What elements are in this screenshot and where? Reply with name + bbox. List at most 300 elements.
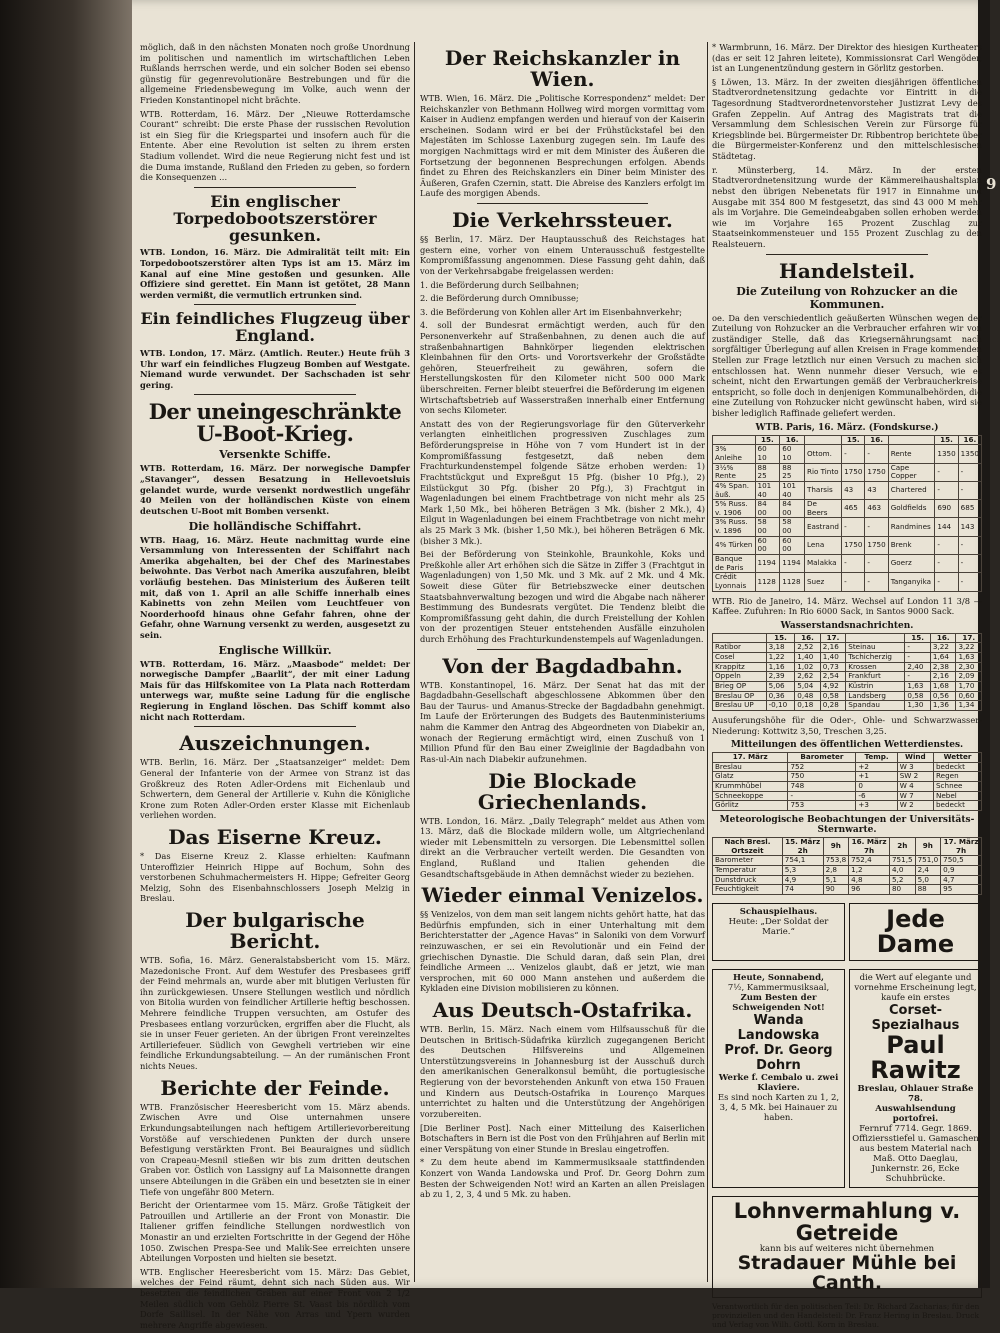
table-cell: 96 — [849, 885, 890, 895]
table-cell: 0,58 — [820, 691, 846, 701]
table-cell: Schnee — [934, 782, 982, 792]
table-cell: SW 2 — [897, 772, 933, 782]
table-cell: W 2 — [897, 801, 933, 811]
table-cell: 1,68 — [930, 681, 956, 691]
table-cell: 1194 — [780, 555, 805, 573]
table-cell: - — [865, 555, 888, 573]
article-paragraph: * Zu dem heute abend im Kammermusiksaale stattfindenden Konzert von Wanda Landowska und Prof. Dr. Georg Dohrn zum Besten der Schweigenden Not! wird an Karten an allen Preislagen ab zu 1, 2, 3, 4 und 5 Mk. zu haben. — [420, 1157, 705, 1200]
article-paragraph: Bei der Beförderung von Steinkohle, Braunkohle, Koks und Preßkohle aller Art erhöhen sich die Sätze in Ziffer 3 (Frachtgut in Wagenladungen) von 1,50 Mk. und 3 Mk. auf 2 Mk. und 4 Mk. Soweit diese Güter für Betriebszwecke einer deutschen Staatsbahnverwaltung bezogen und wird die Abgabe nach näherer Bestimmung des Bundesrats vergütet. Die Tendenz bleibt die Kompromißfassung geht dahin, die durch Freistellung der Kohlen von der prozentigen Steuer entstehenden Ausfälle einzuholen durch Erhöhung des Frachturkundenstempels auf Wagenladungen. — [420, 549, 705, 645]
table-row — [713, 536, 982, 554]
table-cell: 751,5 — [889, 856, 915, 866]
headline-handelsteil: Handelsteil. — [778, 258, 916, 283]
table-cell: 60 10 — [780, 445, 805, 463]
table-row — [713, 573, 982, 591]
table-row — [713, 481, 982, 499]
table-cell: 748 — [788, 782, 856, 792]
table-cell: 690 — [935, 500, 958, 518]
divider — [477, 649, 648, 650]
table-cell: Landsberg — [846, 691, 905, 701]
table-cell: Spandau — [846, 701, 905, 711]
table-cell: 2,54 — [820, 672, 846, 682]
table-cell: Schneekoppe — [713, 791, 788, 801]
table-cell: 58 00 — [780, 518, 805, 536]
table-cell: Cosel — [713, 653, 767, 663]
article-paragraph: WTB. Französischer Heeresbericht vom 15. März abends. Zwischen Avre und Oise unternahmen unsere Erkundungsabteilungen nach heftigem Artillerievorbereitung Vorstöße auf verschiedenen Punkten der durch unsere Befestigung verstärkten Front. Bei Beauraignes und südlich von Crapeau-Mesnil stießen wir bis zum dritten deutschen Graben vor. Östlich von Lassigny auf La Maisonnette drangen unsere Abteilungen in die Gräben ein und besetzten sie in einer Tiefe von ungefähr 800 Metern. — [140, 1101, 410, 1197]
table-cell: 80 — [889, 885, 915, 895]
ad-text: Werke f. Cembalo u. zwei Klaviere. — [718, 1073, 839, 1094]
list-item: 1. die Beförderung durch Seilbahnen; — [420, 279, 580, 290]
table-cell: -0,10 — [766, 701, 795, 711]
table-cell: Tharsis — [804, 481, 841, 499]
ad-text: Heute: „Der Soldat der Marie.“ — [728, 916, 829, 937]
table-cell: 2,4 — [915, 865, 941, 875]
table-cell: Temperatur — [713, 865, 783, 875]
table-cell: Lena — [804, 536, 841, 554]
table-cell: De Beers — [804, 500, 841, 518]
table-cell: 143 — [958, 518, 981, 536]
divider — [194, 394, 356, 395]
table-cell: 5% Russ. v. 1906 — [713, 500, 756, 518]
ad-text: Zum Besten der Schweigenden Not! — [732, 993, 825, 1014]
table-cell: - — [935, 463, 958, 481]
divider — [194, 726, 356, 727]
table-row — [713, 865, 982, 875]
adjacent-page-fragment: 9 — [986, 175, 997, 193]
table-cell: 1,70 — [956, 681, 982, 691]
table-cell: 4% Span. äuß. — [713, 481, 756, 499]
ad-text: Auswahlsendung portofrei. — [875, 1103, 956, 1124]
ad-address: Breslau, Ohlauer Straße 78. — [857, 1083, 974, 1104]
table-cell: 0,9 — [941, 865, 982, 875]
table-header-cell: 15. — [905, 633, 931, 643]
table-cell: 101 40 — [755, 481, 780, 499]
table-cell: - — [958, 481, 981, 499]
water-title: Wasserstandsnachrichten. — [780, 620, 914, 631]
table-cell: Ottom. — [804, 445, 841, 463]
table-cell: Tschicherzig — [846, 653, 905, 663]
article-paragraph: WTB. Konstantinopel, 16. März. Der Senat hat das mit der Bagdadbahn-Gesellschaft abgeschlossene Abkommen über den Bau der Taurus- und Amanus-Strecke der Bagdadbahn genehmigt. Im Laufe der Erörterungen des Budgets des Bautenministeriums nahm die Kammer den Antrag des Abgeordneten von Diabekir an, wonach der Regierung ermächtigt wird, einen Zuschuß von 1 Million Pfund für den Bau einer Zweiglinie der Bagdadbahn von Ras-ul-Ain nach Diabekir aufzunehmen. — [420, 679, 705, 764]
table-header-cell: 16. — [958, 435, 981, 445]
article-paragraph: WTB. Rotterdam, 16. März. „Maasbode“ meldet: Der norwegische Dampfer „Baarlit“, der mit einer Ladung Mais für das Hilfskomitee von La Plata nach Rotterdam unterwegs war, mußte seine Ladung für die englische Regierung in England löschen. Das Schiff kommt also nicht nach Rotterdam. — [140, 658, 410, 722]
ad-text: kann bis auf weiteres nicht übernehmen — [759, 1243, 935, 1254]
weather-table — [712, 752, 982, 811]
ad-text: Corset-Spezialhaus — [871, 1003, 960, 1034]
article-paragraph: WTB. Rotterdam, 16. März. Der norwegische Dampfer „Stavanger“, dessen Besatzung in Hellevoetsluis gelandet wurde, wurde versenkt nordwestlich ungefähr 40 Meilen von der holländischen Küste von einem deutschen U-Boot mit Bomben versenkt. — [140, 463, 410, 516]
ad-row — [712, 965, 982, 1191]
headline-bulgarischer-bericht: Der bulgarische Bericht. — [185, 907, 365, 953]
table-cell: 1,34 — [956, 701, 982, 711]
table-cell: Görlitz — [713, 801, 788, 811]
ad-phone: Fernruf 7714. Gegr. 1869. — [859, 1123, 972, 1134]
table-cell: 88 25 — [780, 463, 805, 481]
table-row — [713, 681, 982, 691]
table-cell: 1,30 — [905, 701, 931, 711]
column-rule — [707, 42, 708, 1282]
headline-ostafrika: Aus Deutsch-Ostafrika. — [432, 998, 693, 1023]
table-header-cell: 17. März 7h — [941, 837, 982, 855]
table-cell: Breslau OP — [713, 691, 767, 701]
article-paragraph: 4. soll der Bundesrat ermächtigt werden, auch für den Personenverkehr auf Straßenbahnen, zu denen auch die auf straßenbahnartigen Bahnkörper liegenden elektrischen Kleinbahnen für den Orts- und Vorortsverkehr der Großstädte gehören, Steuerfreiheit zu gewähren, sofern die Herstellungskosten für den Kilometer nicht 500 000 Mark überschreiten. Ferner bleibt steuerfrei die Beförderung im eigenen Wirtschaftsbetrieb auf Wasserstraßen innerhalb einer Entfernung von sechs Kilometer. — [420, 320, 705, 416]
table-header-cell: 9h — [915, 837, 941, 855]
table-cell: 2,40 — [905, 662, 931, 672]
article-paragraph: WTB. Rotterdam, 16. März. Der „Nieuwe Rotterdamsche Courant“ schreibt: Die erste Phase der russischen Revolution ist ein Sieg für die Kriegspartei und insofern auch für die Entente. Aber eine Revolution ist selten zu ihrem ersten Stadium vollendet. Wird die neue Regierung nicht fest und ist die Duma imstande, Rußland den Frieden zu geben, so fordern die Konsequenzen ... — [140, 108, 410, 183]
table-cell: 1,2 — [849, 865, 890, 875]
table-cell: 60 00 — [780, 536, 805, 554]
table-header-cell: Barometer — [788, 753, 856, 763]
table-cell: 1750 — [865, 463, 888, 481]
table-cell: 1350 — [935, 445, 958, 463]
table-cell: - — [905, 643, 931, 653]
ad-text: 7½, Kammermusiksaal, — [727, 983, 830, 994]
table-cell: 751,0 — [915, 856, 941, 866]
table-cell: Krossen — [846, 662, 905, 672]
table-row — [713, 782, 982, 792]
divider — [194, 304, 356, 305]
table-cell: 2,39 — [766, 672, 795, 682]
table-cell: Malakka — [804, 555, 841, 573]
ad-title: Lohnvermahlung v. Getreide — [733, 1198, 961, 1245]
table-cell: 58 00 — [755, 518, 780, 536]
table-header-cell: Temp. — [856, 753, 897, 763]
article-paragraph: WTB. Haag, 16. März. Heute nachmittag wurde eine Versammlung von Interessenten der Schiffahrt nach Amerika abgehalten, bei der Chef des Marinestabes beiwohnte. Das Verbot nach Amerika auszufahren, bleibt vorläufig bestehen. Das Ministerium des Äußeren teilt mit, daß von 1. April an alle Schiffe innerhalb eines Kabinetts von zehn Meilen vom Leuchtfeuer von Noorderhoofd hinaus ohne Gefahr fahren, ohne der Gefahr, ohne Warnung versenkt zu werden, ausgesetzt zu sein. — [140, 534, 410, 641]
table-cell: Oppeln — [713, 672, 767, 682]
table-cell: 5,0 — [915, 875, 941, 885]
table-cell: 2,09 — [956, 672, 982, 682]
water-footnote: Ausuferungshöhe für die Oder-, Ohle- und Schwarzwasser-Niederung: Kottwitz 3,50, Treschen 3,25. — [712, 714, 982, 736]
table-cell: Rente — [888, 445, 935, 463]
table-cell: 2,16 — [930, 672, 956, 682]
table-cell: 5,04 — [795, 681, 821, 691]
table-cell: - — [935, 555, 958, 573]
table-cell: 5,2 — [889, 875, 915, 885]
subheading: Englische Willkür. — [218, 643, 332, 657]
table-cell: 84 00 — [755, 500, 780, 518]
water-table — [712, 633, 982, 711]
table-cell: 0,58 — [905, 691, 931, 701]
table-cell: Brieg OP — [713, 681, 767, 691]
table-cell: 463 — [865, 500, 888, 518]
table-cell: 1750 — [842, 463, 865, 481]
table-row — [713, 463, 982, 481]
weather-title: Mitteilungen des öffentlichen Wetterdienstes. — [730, 740, 964, 751]
table-cell: 1350 — [958, 445, 981, 463]
article-paragraph: WTB. London, 16. März. „Daily Telegraph“ meldet aus Athen vom 13. März, daß die Blockade mildern wolle, um Altgriechenland wieder mit Lebensmitteln zu versorgen. Die Lebensmittel sollen direkt an die Verbraucher verteilt werden. Die Gesandten von England, Rußland und Italien gehenden die Gesandtschaftsgebäude in Athen demnächst wieder zu beziehen. — [420, 815, 705, 879]
headline-flugzeug: Ein feindliches Flugzeug über England. — [140, 309, 410, 346]
table-cell: 0,18 — [795, 701, 821, 711]
table-header-cell: 16. — [865, 435, 888, 445]
table-cell: Feuchtigkeit — [713, 885, 783, 895]
table-row — [713, 856, 982, 866]
table-cell: - — [842, 573, 865, 591]
table-cell: 1,63 — [905, 681, 931, 691]
table-header-cell: 9h — [823, 837, 849, 855]
table-cell: 144 — [935, 518, 958, 536]
article-paragraph: §§ Berlin, 17. März. Der Hauptausschuß des Reichstages hat gestern eine, vorher von einem Unterausschuß festgestellte Kompromißfassung angenommen. Diese Fassung geht dahin, daß von der Verkehrsabgabe freigelassen werden: — [420, 234, 705, 276]
table-header-cell: Wetter — [934, 753, 982, 763]
table-cell: 1,16 — [766, 662, 795, 672]
table-cell: Nebel — [934, 791, 982, 801]
table-cell: 0,28 — [820, 701, 846, 711]
column-1 — [140, 42, 410, 1333]
table-cell: Steinau — [846, 643, 905, 653]
ad-company: Paul Rawitz — [870, 1031, 961, 1085]
table-cell: 4,9 — [782, 875, 823, 885]
ad-text: die Wert auf elegante und vornehme Erscheinung legt, kaufe ein erstes — [854, 973, 977, 1004]
table-cell: 4,7 — [941, 875, 982, 885]
table-cell: 5,3 — [782, 865, 823, 875]
article-paragraph: * Warmbrunn, 16. März. Der Direktor des hiesigen Kurtheaters (das er seit 12 Jahren leitete), Kommissionsrat Carl Wengöder, ist an Lungenentzündung gestern in Görlitz gestorben. — [712, 42, 982, 74]
table-cell: 3½% Rente — [713, 463, 756, 481]
table-cell: 1750 — [842, 536, 865, 554]
table-cell: - — [865, 573, 888, 591]
table-cell: Regen — [934, 772, 982, 782]
ad-performer: Prof. Dr. Georg Dohrn — [724, 1043, 833, 1074]
table-cell: Dunstdruck — [713, 875, 783, 885]
table-cell: 2,52 — [795, 643, 821, 653]
ad-stradauer-muehle — [712, 1196, 982, 1298]
ad-text: Heute, Sonnabend, — [733, 973, 824, 984]
bourse-table — [712, 435, 982, 592]
table-cell: - — [958, 463, 981, 481]
headline-verkehrssteuer: Die Verkehrssteuer. — [452, 208, 673, 233]
table-cell: 0,56 — [930, 691, 956, 701]
table-cell: - — [842, 555, 865, 573]
table-cell: Ratibor — [713, 643, 767, 653]
table-header-cell — [888, 435, 935, 445]
table-cell: 752 — [788, 762, 856, 772]
table-cell: Breslau UP — [713, 701, 767, 711]
table-cell: - — [788, 791, 856, 801]
table-header-cell: 15. — [842, 435, 865, 445]
table-header-cell: 16. — [795, 633, 821, 643]
column-rule — [414, 42, 415, 1282]
column-3 — [712, 42, 982, 1329]
table-cell: - — [865, 518, 888, 536]
table-cell: - — [958, 536, 981, 554]
table-cell: Banque de Paris — [713, 555, 756, 573]
table-cell: 753 — [788, 801, 856, 811]
table-cell: 84 00 — [780, 500, 805, 518]
table-cell: 0,60 — [956, 691, 982, 701]
table-cell: 90 — [823, 885, 849, 895]
ad-schauspielhaus — [712, 903, 845, 961]
ad-jede-dame — [849, 903, 982, 961]
table-cell: 754,1 — [782, 856, 823, 866]
table-cell: W 4 — [897, 782, 933, 792]
headline-venizelos: Wieder einmal Venizelos. — [421, 883, 704, 908]
table-cell: bedeckt — [934, 762, 982, 772]
table-cell: - — [842, 518, 865, 536]
subheading: Versenkte Schiffe. — [219, 448, 331, 462]
ad-company: Stradauer Mühle bei Canth. — [737, 1251, 957, 1294]
table-cell: - — [935, 481, 958, 499]
table-header-cell: 17. — [820, 633, 846, 643]
table-cell: Crédit Lyonnais — [713, 573, 756, 591]
table-cell: Krappitz — [713, 662, 767, 672]
table-cell: Chartered — [888, 481, 935, 499]
article-continuation: möglich, daß in den nächsten Monaten noch große Unordnung im politischen und namentlich im wirtschaftlichen Leben Rußlands herrschen werde, und ein solcher Boden sei ebenso günstig für gegenrevolutionäre Bestrebungen und für die allgemeine Friedensbewegung im Volke, auch wenn der Frieden Konstantinopel nicht brächte. — [140, 42, 410, 106]
ad-konzert — [712, 969, 845, 1187]
ad-title: Schauspielhaus. — [739, 906, 818, 917]
table-cell: Randmines — [888, 518, 935, 536]
table-cell: 2,16 — [820, 643, 846, 653]
list-item: 3. die Beförderung von Kohlen aller Art im Eisenbahnverkehr; — [420, 306, 683, 317]
table-cell: 1128 — [780, 573, 805, 591]
table-row — [713, 555, 982, 573]
table-cell: - — [905, 653, 931, 663]
table-cell: - — [865, 445, 888, 463]
table-cell: 1750 — [865, 536, 888, 554]
market-note: WTB. Rio de Janeiro, 14. März. Wechsel auf London 11 3/8 — Kaffee. Zufuhren: In Rio 6000 Sack, in Santos 9000 Sack. — [712, 595, 982, 617]
table-cell: 0,73 — [820, 662, 846, 672]
article-paragraph: WTB. London, 16. März. Die Admiralität teilt mit: Ein Torpedobootszerstörer alten Typs ist am 15. März im Kanal auf eine Mine gestoßen und gesunken. Alle Offiziere sind gerettet. Ein Mann ist getötet, 28 Mann werden vermißt, die vermutlich ertrunken sind. — [140, 247, 410, 300]
table-cell: 5,06 — [766, 681, 795, 691]
table-row — [713, 500, 982, 518]
table-cell: 1128 — [755, 573, 780, 591]
table-cell: 750 — [788, 772, 856, 782]
table-cell: - — [935, 536, 958, 554]
bourse-title: WTB. Paris, 16. März. (Fondskurse.) — [755, 422, 939, 433]
table-cell: 685 — [958, 500, 981, 518]
table-row — [713, 701, 982, 711]
headline-uboot: Der uneingeschränkte U-Boot-Krieg. — [148, 399, 402, 447]
table-cell: Barometer — [713, 856, 783, 866]
table-cell: 0 — [856, 782, 897, 792]
table-row — [713, 518, 982, 536]
table-cell: bedeckt — [934, 801, 982, 811]
table-cell: 0,36 — [766, 691, 795, 701]
column-2 — [420, 42, 705, 1203]
headline-blockade: Die Blockade Griechenlands. — [477, 768, 648, 814]
subheading: Die holländische Schiffahrt. — [188, 519, 362, 533]
table-cell: -6 — [856, 791, 897, 801]
table-cell: 1,40 — [820, 653, 846, 663]
table-cell: - — [842, 445, 865, 463]
observation-title: Meteorologische Beobachtungen der Universitäts-Sternwarte. — [719, 814, 975, 835]
table-cell: 465 — [842, 500, 865, 518]
table-cell: 2,30 — [956, 662, 982, 672]
table-cell: 101 40 — [780, 481, 805, 499]
ad-row — [712, 899, 982, 965]
table-cell: +1 — [856, 772, 897, 782]
table-cell: 4,0 — [889, 865, 915, 875]
table-cell: - — [958, 573, 981, 591]
article-paragraph: WTB. Wien, 16. März. Die „Politische Korrespondenz“ meldet: Der Reichskanzler von Bethmann Hollweg wird morgen vormittag vom Kaiser in Audienz empfangen werden und hierauf von der Kaiserin erscheinen. Sodann wird er bei der Frühstückstafel bei den Majestäten im Schlosse Laxenburg zugegen sein. Im Laufe des morgigen Nachmittags wird er mit dem Minister des Äußeren die Fortsetzung der begonnenen Besprechungen erfolgen. Abends findet zu Ehren des Reichskanzlers ein Diner beim Minister des Äußeren, Grafen Czernin, statt. Die Abreise des Kanzlers erfolgt im Laufe des morgigen Abends. — [420, 93, 705, 199]
observation-table — [712, 837, 982, 895]
table-header-cell: 15. März 2h — [782, 837, 823, 855]
table-cell: 3,18 — [766, 643, 795, 653]
table-header-cell: 2h — [889, 837, 915, 855]
table-cell: Tanganyika — [888, 573, 935, 591]
table-cell: Krummhübel — [713, 782, 788, 792]
table-row — [713, 801, 982, 811]
table-header-cell: 17. März — [713, 753, 788, 763]
headline-auszeichnungen: Auszeichnungen. — [179, 731, 371, 756]
table-cell: 1,63 — [956, 653, 982, 663]
table-cell: 2,8 — [823, 865, 849, 875]
table-cell: 5,1 — [823, 875, 849, 885]
table-cell: Goldfields — [888, 500, 935, 518]
article-paragraph: WTB. Sofia, 16. März. Generalstabsbericht vom 15. März. Mazedonische Front. Auf dem Westufer des Presbasees griff der Feind mehrmals an, wurde aber mit blutigen Verlusten für ihn zurückgewiesen. Unsere Stellungen westlich und nördlich von Bitolia wurden von feindlicher Artillerie heftig beschossen. Mehrere feindliche Truppen versuchten, am Ostufer des Presbasees entlang vorzurücken, ergriffen aber die Flucht, als sie in unser Feuer gerieten. An der übrigen Front vereinzeltes Artilleriefeuer. Südlich von Gewgheli vertrieben wir eine feindliche Erkundungsabteilung. — An der rumänischen Front nichts Neues. — [140, 954, 410, 1072]
table-header-cell: 15. — [755, 435, 780, 445]
table-cell: 4,92 — [820, 681, 846, 691]
table-row — [713, 653, 982, 663]
table-header-cell: 15. — [766, 633, 795, 643]
table-cell: 3,22 — [930, 643, 956, 653]
table-cell: 60 00 — [755, 536, 780, 554]
ad-rawitz — [849, 969, 982, 1187]
article-paragraph: WTB. Berlin, 16. März. Der „Staatsanzeiger“ meldet: Dem General der Infanterie von der Armee von Stranz ist das Großkreuz des Roten Adler-Ordens mit Eichenlaub und Schwertern, dem General der Artillerie v. Kuhn die Königliche Krone zum Roten Adler-Orden erster Klasse mit Eichenlaub verliehen worden. — [140, 757, 410, 821]
table-cell: Goerz — [888, 555, 935, 573]
ad-text: Es sind noch Karten zu 1, 2, 3, 4, 5 Mk. bei Hainauer zu haben. — [717, 1093, 840, 1124]
table-cell: 95 — [941, 885, 982, 895]
table-cell: Suez — [804, 573, 841, 591]
headline-eisernes-kreuz: Das Eiserne Kreuz. — [168, 824, 382, 849]
list-item: 2. die Beförderung durch Omnibusse; — [420, 293, 579, 304]
table-cell: 3% Russ. v. 1896 — [713, 518, 756, 536]
table-cell: Breslau — [713, 762, 788, 772]
headline-berichte-feinde: Berichte der Feinde. — [160, 1075, 390, 1100]
table-header-cell: 17. — [956, 633, 982, 643]
table-cell: 3% Anleihe — [713, 445, 756, 463]
table-cell: 43 — [842, 481, 865, 499]
article-paragraph: * Das Eiserne Kreuz 2. Klasse erhielten: Kaufmann Unteroffizier Heinrich Hippe auf Bochum, Sohn des verstorbenen Schuhmachermeisters H. Hippe; Gefreiter Georg Melzig, Sohn des Eisenbahnschlossers Joseph Melzig in Breslau. — [140, 850, 410, 904]
article-paragraph: oe. Da den verschiedentlich geäußerten Wünschen wegen der Zuteilung von Rohzucker an die Verbraucher erfahren wir von zuständiger Stelle, daß das Kriegsernährungsamt nach sorgfältiger Überlegung auf allen Kreisen in Frage kommenden Stellen zur Frage letztlich nur einen Versuch zu machen sich entschlossen hat. Wenn nunmehr dieser Versuch, wie es scheint, nicht den Erwartungen gemäß der Verbraucherkreise entspricht, so folle doch in denjenigen Kommunalbehörden, die eine Zuteilung von Rohzucker nicht gewünscht haben, wird sie bisher lediglich Raffinade geliefert werden. — [712, 312, 982, 419]
headline-reichskanzler: Der Reichskanzler in Wien. — [444, 46, 681, 91]
imprint: Verantwortlich für den politischen Teil: Dr. Richard Zacharias; für den provinziellen und den Handelsteil: Dr. Franz Hering in Breslau. Druck und Verlag von Wilh. Gottl. Korn in Breslau. — [712, 1301, 980, 1329]
table-cell: Cape Copper — [888, 463, 935, 481]
table-header-cell: 16. — [930, 633, 956, 643]
table-cell: 0,48 — [795, 691, 821, 701]
table-cell: Frankfurt — [846, 672, 905, 682]
headline-torpedo: Ein englischer Torpedobootszerstörer gesunken. — [173, 191, 377, 245]
table-cell: 60 10 — [755, 445, 780, 463]
table-cell: 750,5 — [941, 856, 982, 866]
article-paragraph: § Löwen, 13. März. In der zweiten diesjährigen öffentlichen Stadtverordnetensitzung gedachte vor Eintritt in die Tagesordnung Stadtverordnetenvorsteher Justizrat Levy des Grafen Zeppelin. Auf Antrag des Magistrats trat die Versammlung dem Schlesischen Verein zur Fürsorge für Kriegsblinde bei. Bürgermeister Dr. Ribbentrop berichtete über die Bürgermeister-Konferenz und den mittelschlesischen Städtetag. — [712, 76, 982, 162]
table-header-cell: 16. März 7h — [849, 837, 890, 855]
ad-title: Jede Dame — [876, 904, 955, 958]
table-cell: 753,8 — [823, 856, 849, 866]
table-cell: - — [935, 573, 958, 591]
table-cell: 752,4 — [849, 856, 890, 866]
table-cell: 1,64 — [930, 653, 956, 663]
table-cell: Eastrand — [804, 518, 841, 536]
table-cell: Brenk — [888, 536, 935, 554]
table-cell: - — [905, 672, 931, 682]
ad-text: Offiziersstiefel u. Gamaschen aus bestem Material nach Maß. Otto Daeglau, Junkernstr. 26, Ecke Schuhbrücke. — [852, 1133, 979, 1184]
article-paragraph: WTB. Englischer Heeresbericht vom 15. März: Das Gebiet, welches der Feind räumt, dehnt sich nach Süden aus. Wir besetzten die feindlichen Gräben auf einer Front von 2 1/2 Meilen südlich vom Gehölz Pierre St. Vaast bis nördlich vom Dorfe Saillisel. In der Nähe von Arras und Ypern wurden mehrere Angriffe abgewiesen. — [140, 1266, 410, 1330]
table-cell: - — [958, 555, 981, 573]
article-paragraph: Bericht der Orientarmee vom 15. März. Große Tätigkeit der Patrouillen und Artillerie an der Front von Monastir. Die Italiener griffen feindliche Stellungen nordwestlich von Monastir an und erzielten Fortschritte in der Gegend der Höhe 1050. Zwischen Prespa-See und Malik-See erreichten unsere Abteilungen Vorposten und hielten sie besetzt. — [140, 1200, 410, 1264]
article-paragraph: r. Münsterberg, 14. März. In der ersten Stadtverordnetensitzung wurde der Kämmereihaushaltsplan nebst den übrigen Nebenetats für 1917 in Einnahme und Ausgabe mit 354 800 M festgesetzt, das sind 43 000 M mehr als im Vorjahre. Die Gemeindeabgaben sollen erhoben werden wie im Vorjahre 165 Prozent Zuschlag zur Staatseinkommensteuer und 155 Prozent Zuschlag zu den Realsteuern. — [712, 164, 982, 249]
article-paragraph: Anstatt des von der Regierungsvorlage für den Güterverkehr verlangten einheitlichen progressiven Zuschlages zum Beförderungspreise in Höhe von 7 vom Hundert ist in der Kompromißfassung festgesetzt, daß neben dem Frachturkundenstempel folgende Sätze erhoben werden: 1) Frachtstückgut und Expreßgut 15 Pfg. (bisher 10 Pfg.), 2) Eilstückgut 30 Pfg. (bisher 20 Pfg.), 3) Frachtgut in Wagenladungen bei einem Frachtbetrage von nicht mehr als 25 Mark 1,50 Mk., bei höheren Beträgen 3 Mk. (bisher 2 Mk.), 4) Eilgut in Wagenladungen bei einem Frachtbetrage von nicht mehr als 25 Mark 3 Mk. (bisher 1,50 Mk.), bei höheren Beträgen 6 Mk. (bisher 3 Mk.). — [420, 418, 705, 546]
article-paragraph: WTB. Berlin, 15. März. Nach einem vom Hilfsausschuß für die Deutschen in Britisch-Südafrika kürzlich zugegangenen Bericht des Deutschen Hilfsvereins und Allgemeinen Unterstützungsvereins in Johannesburg ist der Ausschuß durch den amerikanischen Generalkonsul bemüht, die portugiesische Regierung von der bevorstehenden Ankunft von etwa 150 Frauen und Kindern aus Deutsch-Ostafrika in Lourenço Marques unterrichtet zu halten und die Unterstützung der Angehörigen vorzubereiten. — [420, 1024, 705, 1119]
table-cell: 3,22 — [956, 643, 982, 653]
table-header-cell: Wind — [897, 753, 933, 763]
table-cell: Rio Tinto — [804, 463, 841, 481]
table-cell: +2 — [856, 762, 897, 772]
table-cell: 1,22 — [766, 653, 795, 663]
article-paragraph: [Die Berliner Post]. Nach einer Mitteilung des Kaiserlichen Botschafters in Bern ist die Post von den Frühjahren auf Berlin mit einer Verspätung von einer Stunde in Breslau eingetroffen. — [420, 1122, 705, 1154]
table-cell: 43 — [865, 481, 888, 499]
table-header-cell: Nach Bresl. Ortszeit — [713, 837, 783, 855]
book-gutter — [0, 0, 132, 1288]
table-cell: Glatz — [713, 772, 788, 782]
table-cell: W 7 — [897, 791, 933, 801]
table-cell: 88 25 — [755, 463, 780, 481]
table-row — [713, 445, 982, 463]
table-cell: Küstrin — [846, 681, 905, 691]
